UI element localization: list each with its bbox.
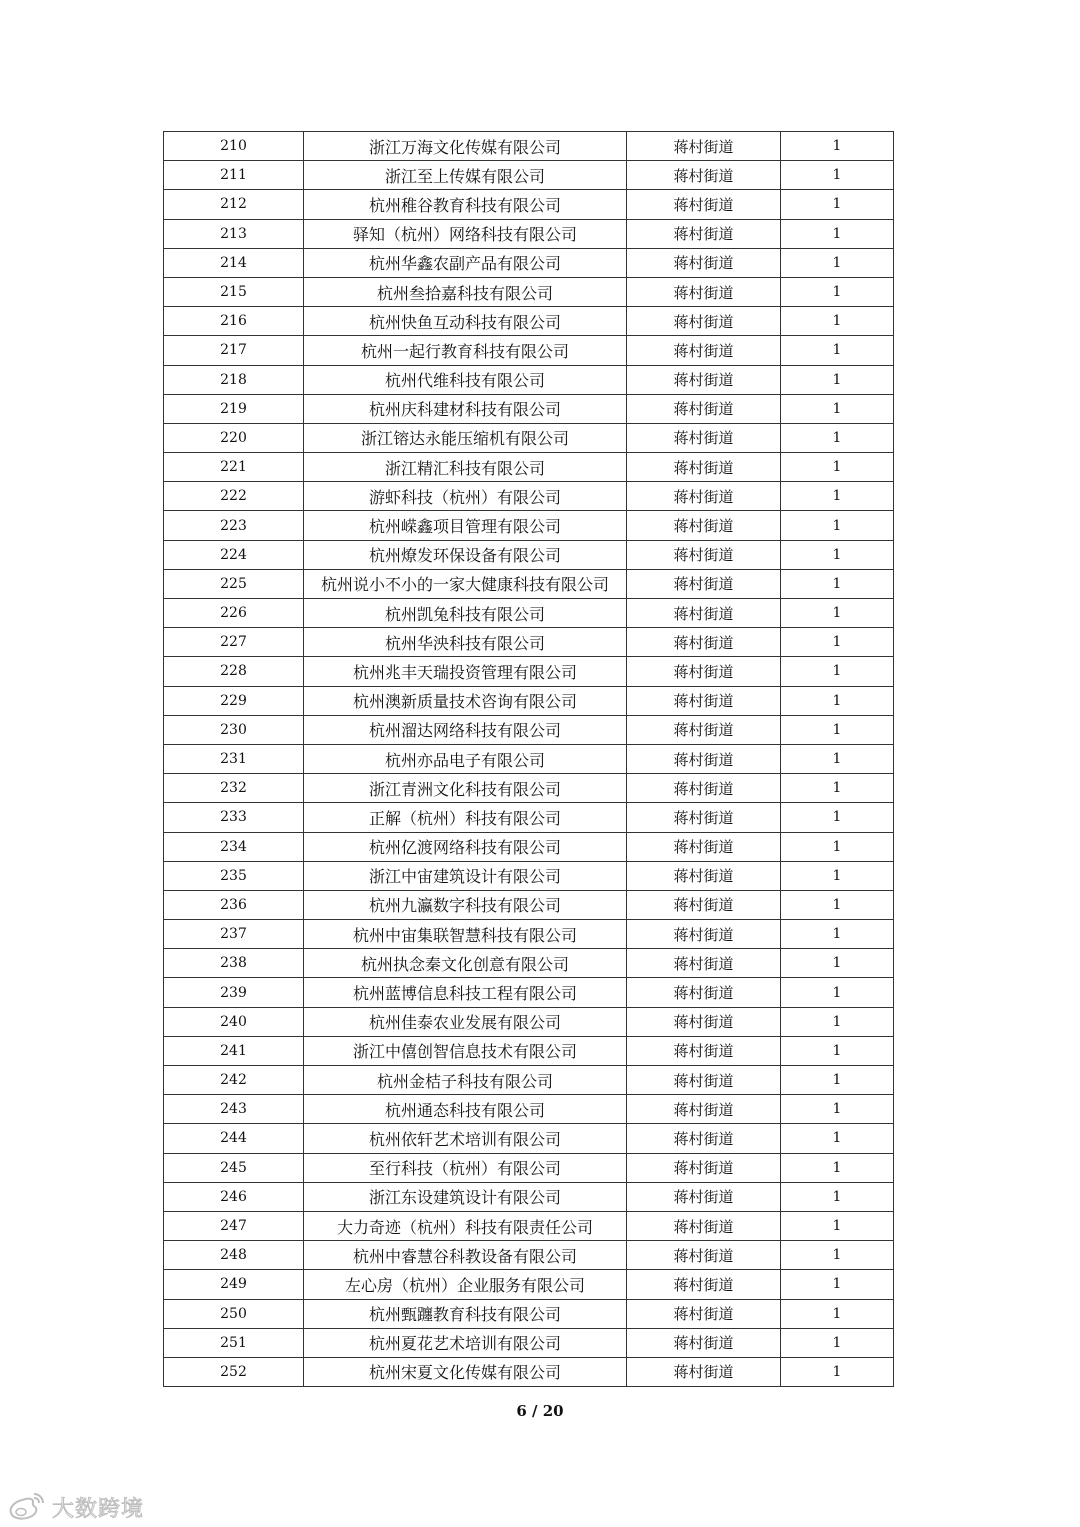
table-row	[164, 686, 894, 715]
street-cell: 蒋村街道	[627, 1153, 781, 1182]
street-cell: 蒋村街道	[627, 1182, 781, 1211]
count-cell: 1	[781, 686, 894, 715]
street-cell: 蒋村街道	[627, 1066, 781, 1095]
row-number-cell: 226	[164, 599, 304, 628]
table-row	[164, 1036, 894, 1065]
count-cell: 1	[781, 861, 894, 890]
row-number-cell: 215	[164, 277, 304, 306]
count-cell: 1	[781, 482, 894, 511]
table-row	[164, 803, 894, 832]
table-row	[164, 132, 894, 161]
street-cell: 蒋村街道	[627, 832, 781, 861]
street-cell: 蒋村街道	[627, 744, 781, 773]
table-row	[164, 569, 894, 598]
company-name-cell: 大力奇迹（杭州）科技有限责任公司	[304, 1211, 627, 1240]
count-cell: 1	[781, 920, 894, 949]
company-name-cell: 杭州金桔子科技有限公司	[304, 1066, 627, 1095]
count-cell: 1	[781, 1270, 894, 1299]
street-cell: 蒋村街道	[627, 715, 781, 744]
count-cell: 1	[781, 423, 894, 452]
street-cell: 蒋村街道	[627, 161, 781, 190]
table-row	[164, 482, 894, 511]
count-cell: 1	[781, 569, 894, 598]
weibo-logo-icon	[6, 1492, 46, 1522]
street-cell: 蒋村街道	[627, 307, 781, 336]
table-row	[164, 890, 894, 919]
table-row	[164, 1241, 894, 1270]
row-number-cell: 222	[164, 482, 304, 511]
street-cell: 蒋村街道	[627, 132, 781, 161]
count-cell: 1	[781, 277, 894, 306]
street-cell: 蒋村街道	[627, 1211, 781, 1240]
street-cell: 蒋村街道	[627, 599, 781, 628]
row-number-cell: 230	[164, 715, 304, 744]
count-cell: 1	[781, 219, 894, 248]
row-number-cell: 249	[164, 1270, 304, 1299]
company-name-cell: 杭州中睿慧谷科教设备有限公司	[304, 1241, 627, 1270]
count-cell: 1	[781, 190, 894, 219]
row-number-cell: 229	[164, 686, 304, 715]
table-row	[164, 1095, 894, 1124]
table-row	[164, 978, 894, 1007]
row-number-cell: 252	[164, 1357, 304, 1386]
company-name-cell: 杭州执念秦文化创意有限公司	[304, 949, 627, 978]
count-cell: 1	[781, 890, 894, 919]
company-name-cell: 正解（杭州）科技有限公司	[304, 803, 627, 832]
company-name-cell: 浙江东设建筑设计有限公司	[304, 1182, 627, 1211]
company-name-cell: 杭州九瀛数字科技有限公司	[304, 890, 627, 919]
count-cell: 1	[781, 1036, 894, 1065]
row-number-cell: 211	[164, 161, 304, 190]
table-row	[164, 190, 894, 219]
row-number-cell: 247	[164, 1211, 304, 1240]
count-cell: 1	[781, 540, 894, 569]
street-cell: 蒋村街道	[627, 277, 781, 306]
street-cell: 蒋村街道	[627, 1124, 781, 1153]
count-cell: 1	[781, 978, 894, 1007]
company-name-cell: 杭州嵘鑫项目管理有限公司	[304, 511, 627, 540]
count-cell: 1	[781, 1241, 894, 1270]
street-cell: 蒋村街道	[627, 1241, 781, 1270]
company-name-cell: 杭州亦品电子有限公司	[304, 744, 627, 773]
street-cell: 蒋村街道	[627, 686, 781, 715]
row-number-cell: 228	[164, 657, 304, 686]
street-cell: 蒋村街道	[627, 628, 781, 657]
table-row	[164, 365, 894, 394]
count-cell: 1	[781, 1095, 894, 1124]
street-cell: 蒋村街道	[627, 423, 781, 452]
company-name-cell: 杭州庆科建材科技有限公司	[304, 394, 627, 423]
row-number-cell: 233	[164, 803, 304, 832]
row-number-cell: 218	[164, 365, 304, 394]
count-cell: 1	[781, 394, 894, 423]
row-number-cell: 234	[164, 832, 304, 861]
count-cell: 1	[781, 599, 894, 628]
street-cell: 蒋村街道	[627, 569, 781, 598]
table-row	[164, 1211, 894, 1240]
row-number-cell: 220	[164, 423, 304, 452]
company-name-cell: 杭州凯兔科技有限公司	[304, 599, 627, 628]
street-cell: 蒋村街道	[627, 1270, 781, 1299]
count-cell: 1	[781, 1211, 894, 1240]
table-row	[164, 920, 894, 949]
street-cell: 蒋村街道	[627, 248, 781, 277]
count-cell: 1	[781, 248, 894, 277]
row-number-cell: 245	[164, 1153, 304, 1182]
street-cell: 蒋村街道	[627, 774, 781, 803]
row-number-cell: 242	[164, 1066, 304, 1095]
street-cell: 蒋村街道	[627, 949, 781, 978]
table-row	[164, 1124, 894, 1153]
street-cell: 蒋村街道	[627, 920, 781, 949]
company-name-cell: 杭州一起行教育科技有限公司	[304, 336, 627, 365]
street-cell: 蒋村街道	[627, 190, 781, 219]
street-cell: 蒋村街道	[627, 657, 781, 686]
row-number-cell: 238	[164, 949, 304, 978]
company-name-cell: 杭州佳泰农业发展有限公司	[304, 1007, 627, 1036]
row-number-cell: 231	[164, 744, 304, 773]
street-cell: 蒋村街道	[627, 890, 781, 919]
row-number-cell: 210	[164, 132, 304, 161]
company-name-cell: 浙江镕达永能压缩机有限公司	[304, 423, 627, 452]
row-number-cell: 246	[164, 1182, 304, 1211]
count-cell: 1	[781, 657, 894, 686]
company-name-cell: 浙江中宙建筑设计有限公司	[304, 861, 627, 890]
table-row	[164, 628, 894, 657]
row-number-cell: 227	[164, 628, 304, 657]
street-cell: 蒋村街道	[627, 1095, 781, 1124]
company-name-cell: 左心房（杭州）企业服务有限公司	[304, 1270, 627, 1299]
table-row	[164, 540, 894, 569]
row-number-cell: 219	[164, 394, 304, 423]
row-number-cell: 248	[164, 1241, 304, 1270]
row-number-cell: 241	[164, 1036, 304, 1065]
table-row	[164, 949, 894, 978]
count-cell: 1	[781, 1328, 894, 1357]
count-cell: 1	[781, 715, 894, 744]
company-name-cell: 杭州兆丰天瑞投资管理有限公司	[304, 657, 627, 686]
company-name-cell: 杭州代维科技有限公司	[304, 365, 627, 394]
street-cell: 蒋村街道	[627, 482, 781, 511]
company-name-cell: 杭州蓝博信息科技工程有限公司	[304, 978, 627, 1007]
company-name-cell: 杭州夏花艺术培训有限公司	[304, 1328, 627, 1357]
table-row	[164, 219, 894, 248]
count-cell: 1	[781, 365, 894, 394]
count-cell: 1	[781, 1066, 894, 1095]
table-row	[164, 511, 894, 540]
row-number-cell: 236	[164, 890, 304, 919]
company-name-cell: 杭州亿渡网络科技有限公司	[304, 832, 627, 861]
row-number-cell: 217	[164, 336, 304, 365]
company-name-cell: 杭州溜达网络科技有限公司	[304, 715, 627, 744]
count-cell: 1	[781, 307, 894, 336]
table-row	[164, 657, 894, 686]
row-number-cell: 223	[164, 511, 304, 540]
table-row	[164, 307, 894, 336]
table-row	[164, 1182, 894, 1211]
street-cell: 蒋村街道	[627, 540, 781, 569]
row-number-cell: 212	[164, 190, 304, 219]
table-row	[164, 832, 894, 861]
table-row	[164, 161, 894, 190]
company-name-cell: 至行科技（杭州）有限公司	[304, 1153, 627, 1182]
table-row	[164, 774, 894, 803]
company-name-cell: 杭州叁拾嘉科技有限公司	[304, 277, 627, 306]
table-row	[164, 861, 894, 890]
street-cell: 蒋村街道	[627, 336, 781, 365]
table-body	[164, 132, 894, 1387]
count-cell: 1	[781, 1124, 894, 1153]
row-number-cell: 225	[164, 569, 304, 598]
row-number-cell: 250	[164, 1299, 304, 1328]
company-name-cell: 浙江万海文化传媒有限公司	[304, 132, 627, 161]
company-name-cell: 杭州通态科技有限公司	[304, 1095, 627, 1124]
page-number: 6 / 20	[516, 1402, 564, 1420]
company-name-cell: 浙江青洲文化科技有限公司	[304, 774, 627, 803]
row-number-cell: 232	[164, 774, 304, 803]
company-name-cell: 杭州甄躔教育科技有限公司	[304, 1299, 627, 1328]
count-cell: 1	[781, 1182, 894, 1211]
table-row	[164, 1007, 894, 1036]
street-cell: 蒋村街道	[627, 453, 781, 482]
company-name-cell: 浙江精汇科技有限公司	[304, 453, 627, 482]
count-cell: 1	[781, 132, 894, 161]
count-cell: 1	[781, 1357, 894, 1386]
table-row	[164, 453, 894, 482]
company-name-cell: 杭州快鱼互动科技有限公司	[304, 307, 627, 336]
street-cell: 蒋村街道	[627, 861, 781, 890]
row-number-cell: 237	[164, 920, 304, 949]
row-number-cell: 221	[164, 453, 304, 482]
company-name-cell: 杭州宋夏文化传媒有限公司	[304, 1357, 627, 1386]
company-name-cell: 杭州华泱科技有限公司	[304, 628, 627, 657]
street-cell: 蒋村街道	[627, 1007, 781, 1036]
row-number-cell: 235	[164, 861, 304, 890]
row-number-cell: 240	[164, 1007, 304, 1036]
street-cell: 蒋村街道	[627, 219, 781, 248]
table-row	[164, 1328, 894, 1357]
count-cell: 1	[781, 628, 894, 657]
street-cell: 蒋村街道	[627, 394, 781, 423]
table-row	[164, 277, 894, 306]
count-cell: 1	[781, 1007, 894, 1036]
row-number-cell: 216	[164, 307, 304, 336]
street-cell: 蒋村街道	[627, 978, 781, 1007]
watermark-text: 大数跨境	[52, 1496, 145, 1522]
company-name-cell: 杭州说小不小的一家大健康科技有限公司	[304, 569, 627, 598]
table-row	[164, 1357, 894, 1386]
table-row	[164, 1299, 894, 1328]
row-number-cell: 251	[164, 1328, 304, 1357]
street-cell: 蒋村街道	[627, 365, 781, 394]
street-cell: 蒋村街道	[627, 1328, 781, 1357]
company-name-cell: 驿知（杭州）网络科技有限公司	[304, 219, 627, 248]
street-cell: 蒋村街道	[627, 1036, 781, 1065]
count-cell: 1	[781, 803, 894, 832]
row-number-cell: 224	[164, 540, 304, 569]
street-cell: 蒋村街道	[627, 511, 781, 540]
company-name-cell: 杭州澳新质量技术咨询有限公司	[304, 686, 627, 715]
company-name-cell: 杭州燎发环保设备有限公司	[304, 540, 627, 569]
count-cell: 1	[781, 453, 894, 482]
table-row	[164, 1153, 894, 1182]
company-name-cell: 游虾科技（杭州）有限公司	[304, 482, 627, 511]
street-cell: 蒋村街道	[627, 1357, 781, 1386]
count-cell: 1	[781, 744, 894, 773]
company-table	[163, 131, 894, 1387]
company-name-cell: 杭州依轩艺术培训有限公司	[304, 1124, 627, 1153]
row-number-cell: 213	[164, 219, 304, 248]
count-cell: 1	[781, 1153, 894, 1182]
row-number-cell: 239	[164, 978, 304, 1007]
company-name-cell: 浙江至上传媒有限公司	[304, 161, 627, 190]
company-name-cell: 杭州华鑫农副产品有限公司	[304, 248, 627, 277]
street-cell: 蒋村街道	[627, 1299, 781, 1328]
count-cell: 1	[781, 832, 894, 861]
table-row	[164, 744, 894, 773]
company-name-cell: 杭州中宙集联智慧科技有限公司	[304, 920, 627, 949]
table-row	[164, 248, 894, 277]
street-cell: 蒋村街道	[627, 803, 781, 832]
table-row	[164, 336, 894, 365]
count-cell: 1	[781, 161, 894, 190]
row-number-cell: 244	[164, 1124, 304, 1153]
row-number-cell: 214	[164, 248, 304, 277]
count-cell: 1	[781, 336, 894, 365]
table-row	[164, 715, 894, 744]
count-cell: 1	[781, 774, 894, 803]
company-name-cell: 杭州稚谷教育科技有限公司	[304, 190, 627, 219]
company-name-cell: 浙江中僖创智信息技术有限公司	[304, 1036, 627, 1065]
row-number-cell: 243	[164, 1095, 304, 1124]
table-row	[164, 1066, 894, 1095]
table-row	[164, 394, 894, 423]
count-cell: 1	[781, 949, 894, 978]
count-cell: 1	[781, 511, 894, 540]
count-cell: 1	[781, 1299, 894, 1328]
table-row	[164, 599, 894, 628]
table-row	[164, 423, 894, 452]
watermark	[6, 1490, 144, 1524]
table-row	[164, 1270, 894, 1299]
